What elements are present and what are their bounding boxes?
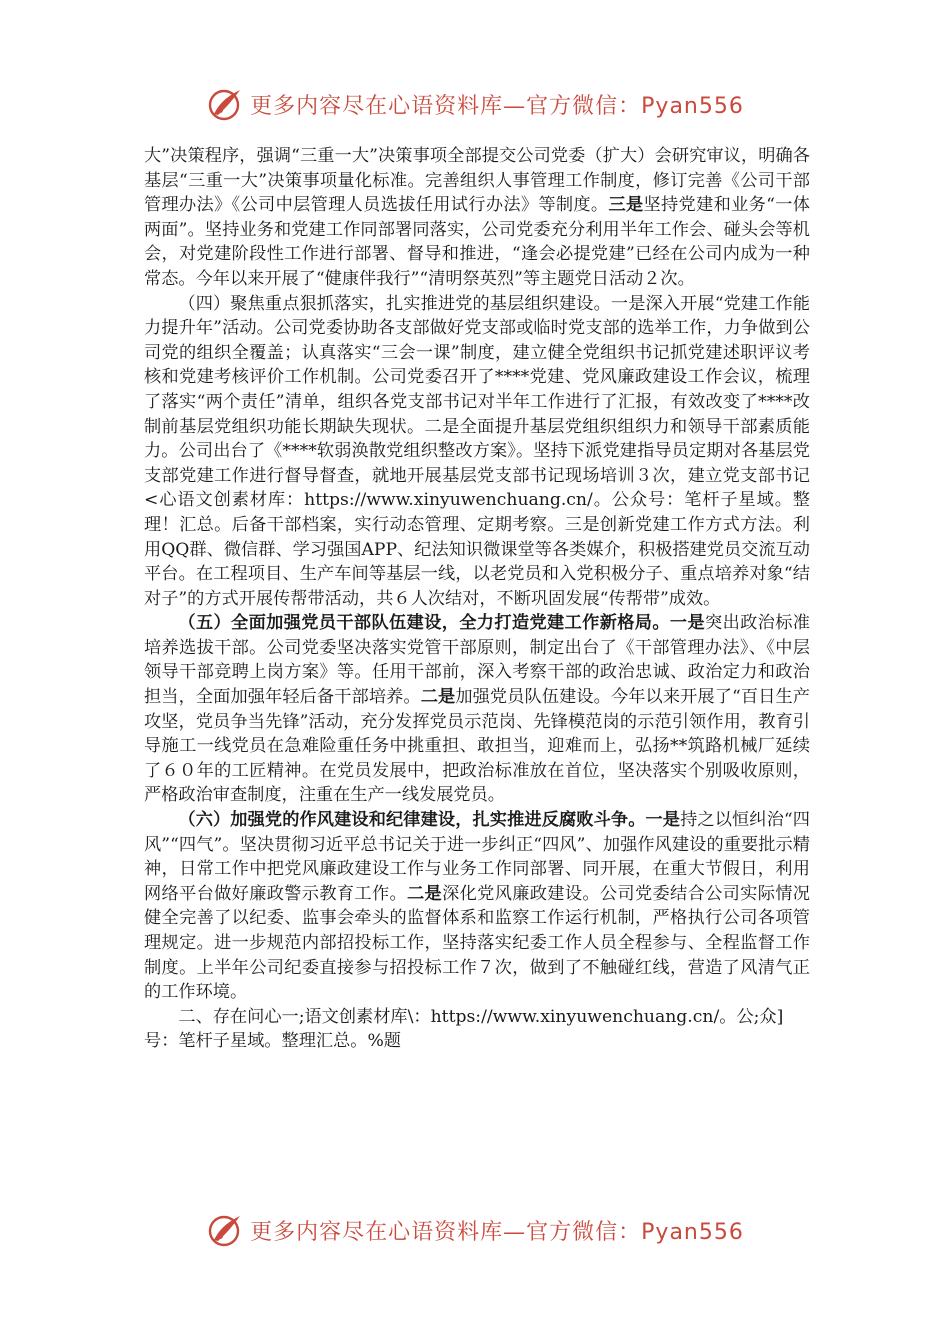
footer-watermark-banner (0, 1210, 950, 1250)
brush-logo-icon (206, 84, 246, 124)
paragraph-1: 大”决策程序，强调“三重一大”决策事项全部提交公司党委（扩大）会研究审议，明确各基层“三重一大”决策事项量化标准。完善组织人事管理工作制度，修订完善《公司干部管理办法》《公司中层管理人员选拔任用试行办法》等制度。三是坚持党建和业务“一体两面”。坚持业务和党建工作同部署同落实，公司党委充分利用半年工作会、碰头会等机会，对党建阶段性工作进行部署、督导和推进，“逢会必提党建”已经在公司内成为一种常态。今年以来开展了“健康伴我行”“清明祭英烈”等主题党日活动２次。 (144, 146, 810, 289)
paragraph-section-4: （四）聚焦重点狠抓落实，扎实推进党的基层组织建设。一是深入开展“党建工作能力提升年”活动。公司党委协助各支部做好党支部或临时党支部的选举工作，力争做到公司党的组织全覆盖；认真落实“三会一课”制度，建立健全党组织书记抓党建述职评议考核和党建考核评价工作机制。公司党委召开了****党建、党风廉政建设工作会议，梳理了落实“两个责任”清单，组织各党支部书记对半年工作进行了汇报，有效改变了****改制前基层党组织功能长期缺失现状。二是全面提升基层党组织组织力和领导干部素质能力。公司出台了《****软弱涣散党组织整改方案》。坚持下派党建指导员定期对各基层党支部党建工作进行督导督查，就地开展基层党支部书记现场培训３次，建立党支部书记<心语文创素材库：https://www.xinyuwenchuang.cn/。公众号：笔杆子星域。整理！汇总。后备干部档案，实行动态管理、定期考察。三是创新党建工作方式方法。利用QQ群、微信群、学习强国APP、纪法知识微课堂等各类媒介，积极搭建党员交流互动平台。在工程项目、生产车间等基层一线，以老党员和入党积极分子、重点培养对象“结对子”的方式开展传帮带活动，共６人次结对，不断巩固发展“传帮带”成效。 (144, 293, 810, 609)
brush-logo-icon (206, 1210, 246, 1250)
section-6-heading: （六）加强党的作风建设和纪律建设，扎实推进反腐败斗争。一是 (178, 810, 681, 831)
paragraph-section-6: （六）加强党的作风建设和纪律建设，扎实推进反腐败斗争。一是持之以恒纠治“四风”“四气”。坚决贯彻习近平总书记关于进一步纠正“四风”、加强作风建设的重要批示精神，日常工作中把党风廉政建设工作与业务工作同部署、同开展，在重大节假日，利用网络平台做好廉政警示教育工作。二是深化党风廉政建设。公司党委结合公司实际情况健全完善了以纪委、监事会牵头的监督体系和监察工作运行机制，严格执行公司各项管理规定。进一步规范内部招投标工作，坚持落实纪委工作人员全程参与、全程监督工作制度。上半年公司纪委直接参与招投标工作７次，做到了不触碰红线，营造了风清气正的工作环境。 (144, 810, 810, 1003)
paragraph-problems: 二、存在问心一;语文创素材库\：https://www.xinyuwenchuang.cn/。公;众]号：笔杆子星域。整理汇总。%题 (144, 1006, 784, 1052)
banner-text: 更多内容尽在心语资料库—官方微信：Pyan556 (250, 1219, 744, 1245)
wechat-id: Pyan556 (641, 93, 744, 119)
banner-text: 更多内容尽在心语资料库—官方微信：Pyan556 (250, 93, 744, 119)
section-5-heading: （五）全面加强党员干部队伍建设，全力打造党建工作新格局。一是 (178, 613, 706, 634)
document-body (144, 144, 810, 1054)
wechat-id: Pyan556 (641, 1219, 744, 1245)
paragraph-section-5: （五）全面加强党员干部队伍建设，全力打造党建工作新格局。一是突出政治标准培养选拔干部。公司党委坚决落实党管干部原则，制定出台了《干部管理办法》、《中层领导干部竞聘上岗方案》等。任用干部前，深入考察干部的政治忠诚、政治定力和政治担当，全面加强年轻后备干部培养。二是加强党员队伍建设。今年以来开展了“百日生产攻坚，党员争当先锋”活动，充分发挥党员示范岗、先锋模范岗的示范引领作用，教育引导施工一线党员在急难险重任务中挑重担、敢担当，迎难而上，弘扬**筑路机械厂延续了６０年的工匠精神。在党员发展中，把政治标准放在首位，坚决落实个别吸收原则，严格政治审查制度，注重在生产一线发展党员。 (144, 613, 810, 806)
header-watermark-banner (0, 84, 950, 124)
